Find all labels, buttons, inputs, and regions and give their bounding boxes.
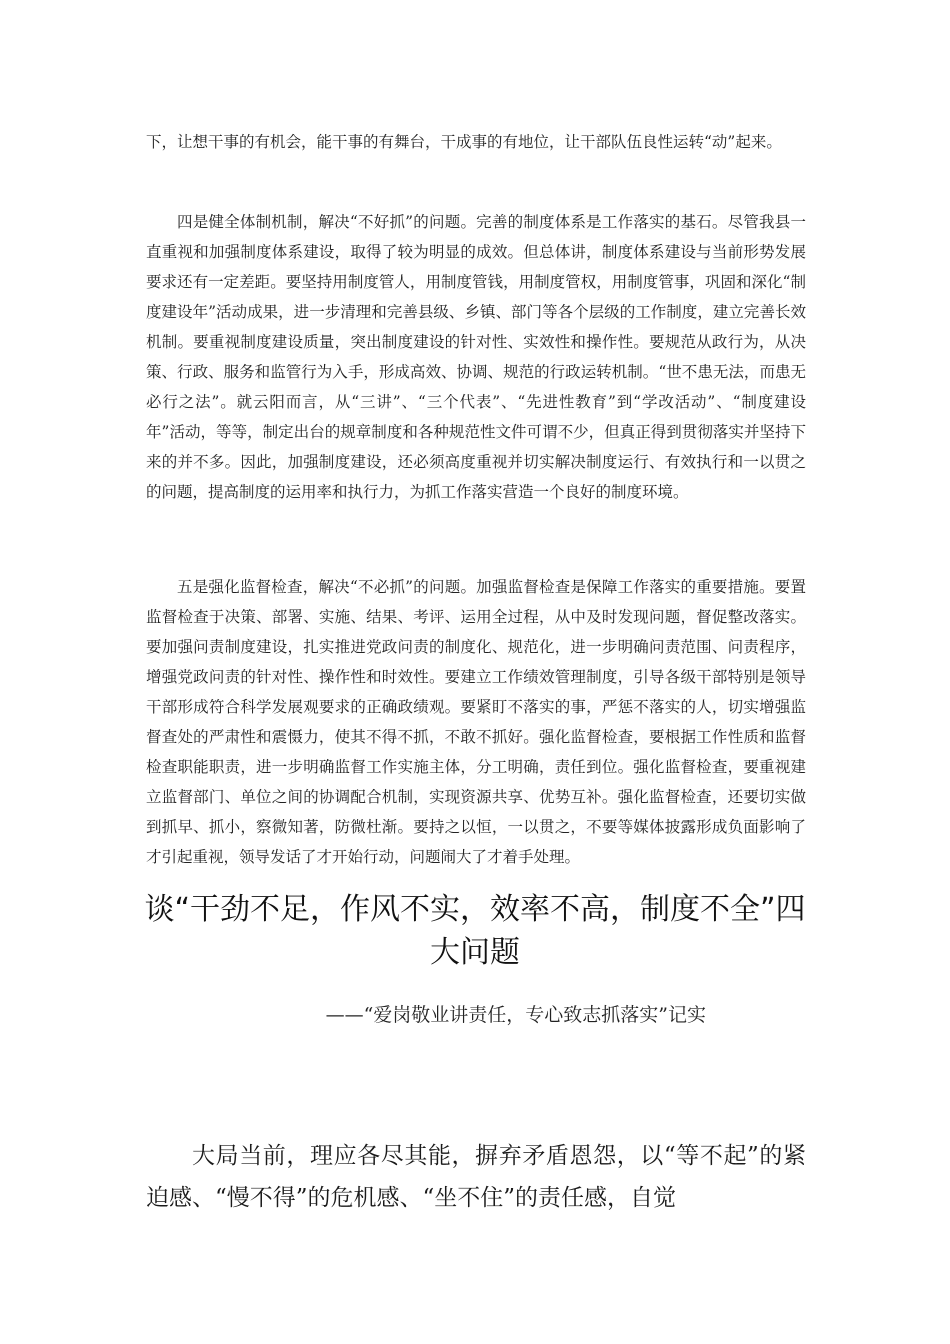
article-opening-paragraph: 大局当前，理应各尽其能，摒弃矛盾恩怨，以“等不起”的紧迫感、“慢不得”的危机感、“坐不住”的责任感，自觉 bbox=[146, 1143, 806, 1211]
paragraph-supervision-inspection: 五是强化监督检查，解决“不必抓”的问题。加强监督检查是保障工作落实的重要措施。要置监督检查于决策、部署、实施、结果、考评、运用全过程，从中及时发现问题，督促整改落实。要加强问责制度建设，扎实推进党政问责的制度化、规范化，进一步明确问责范围、问责程序，增强党政问责的针对性、操作性和时效性。要建立工作绩效管理制度，引导各级干部特别是领导干部形成符合科学发展观要求的正确政绩观。要紧盯不落实的事，严惩不落实的人，切实增强监督查处的严肃性和震慑力，使其不得不抓，不敢不抓好。强化监督检查，要根据工作性质和监督检查职能职责，进一步明确监督工作实施主体，分工明确，责任到位。强化监督检查，要重视建立监督部门、单位之间的协调配合机制，实现资源共享、优势互补。强化监督检查，还要切实做到抓早、抓小，察微知著，防微杜渐。要持之以恒，一以贯之，不要等媒体披露形成负面影响了才引起重视，领导发话了才开始行动，问题闹大了才着手处理。 bbox=[146, 578, 806, 866]
article-subtitle: ——“爱岗敬业讲责任，专心致志抓落实”记实 bbox=[325, 1004, 706, 1026]
paragraph-continuation: 下，让想干事的有机会，能干事的有舞台，干成事的有地位，让干部队伍良性运转“动”起来。 bbox=[146, 133, 782, 151]
article-title: 谈“干劲不足，作风不实，效率不高，制度不全”四大问题 bbox=[144, 892, 806, 970]
paragraph-institutional-mechanism: 四是健全体制机制，解决“不好抓”的问题。完善的制度体系是工作落实的基石。尽管我县一直重视和加强制度体系建设，取得了较为明显的成效。但总体讲，制度体系建设与当前形势发展要求还有一定差距。要坚持用制度管人，用制度管钱，用制度管权，用制度管事，巩固和深化“制度建设年”活动成果，进一步清理和完善县级、乡镇、部门等各个层级的工作制度，建立完善长效机制。要重视制度建设质量，突出制度建设的针对性、实效性和操作性。要规范从政行为，从决策、行政、服务和监管行为入手，形成高效、协调、规范的行政运转机制。“世不患无法，而患无必行之法”。就云阳而言，从“三讲”、“三个代表”、“先进性教育”到“学改活动”、“制度建设年”活动，等等，制定出台的规章制度和各种规范性文件可谓不少，但真正得到贯彻落实并坚持下来的并不多。因此，加强制度建设，还必须高度重视并切实解决制度运行、有效执行和一以贯之的问题，提高制度的运用率和执行力，为抓工作落实营造一个良好的制度环境。 bbox=[146, 213, 806, 501]
